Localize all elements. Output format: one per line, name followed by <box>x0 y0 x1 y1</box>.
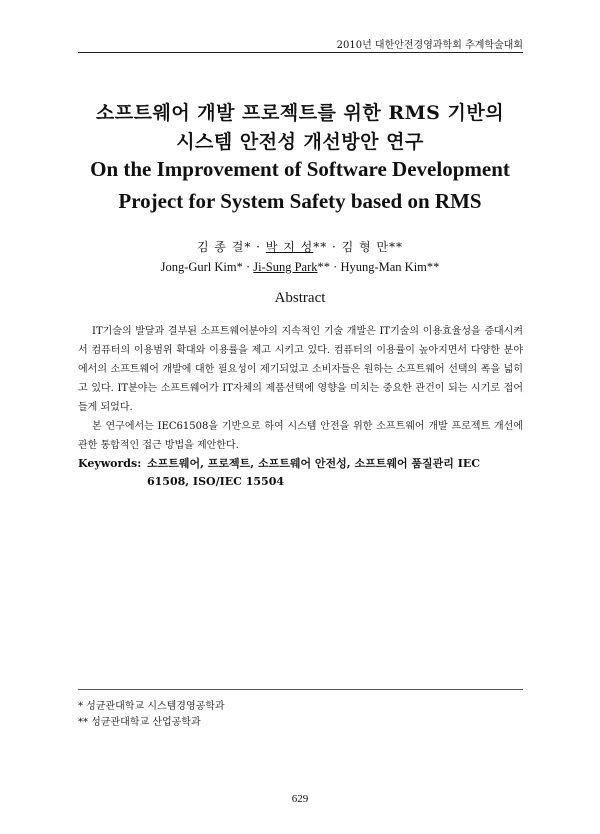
author-korean-underlined: 박 지 성 <box>265 240 314 254</box>
footnote-affiliation-2: ** 성균관대학교 산업공학과 <box>78 717 201 728</box>
authors-english <box>0 260 600 275</box>
abstract-paragraph-2: 본 연구에서는 IEC61508을 기반으로 하여 시스템 안전을 위한 소프트웨어 개발 프로젝트 개선에 관한 통합적인 접근 방법을 제안한다. <box>78 421 523 451</box>
korean-title-line-1: 소프트웨어 개발 프로젝트를 위한 RMS 기반의 <box>95 102 505 124</box>
korean-title-line-2: 시스템 안전성 개선방안 연구 <box>176 131 424 153</box>
header-divider <box>78 52 523 53</box>
author-korean-part-3: ** · 김 형 만** <box>313 240 404 254</box>
author-english-part-1: Jong-Gurl Kim* · <box>160 260 254 274</box>
keywords-label: Keywords: <box>78 457 142 470</box>
keywords-line-2: 61508, ISO/IEC 15504 <box>147 475 285 488</box>
conference-header: 2010년 대한안전경영과학회 추계학술대회 <box>336 40 523 51</box>
keywords-line-1: 소프트웨어, 프로젝트, 소프트웨어 안전성, 소프트웨어 품질관리 IEC <box>147 457 481 470</box>
abstract-heading: Abstract <box>274 290 326 306</box>
footnote-affiliation-1: * 성균관대학교 시스템경영공학과 <box>78 701 225 712</box>
english-title-line-1: On the Improvement of Software Development <box>90 157 510 181</box>
english-title-line-2: Project for System Safety based on RMS <box>118 189 482 213</box>
authors-korean <box>0 238 600 255</box>
author-english-part-3: ** · Hyung-Man Kim** <box>317 260 440 274</box>
abstract-paragraph-1: IT기술의 발달과 결부된 소프트웨어분야의 지속적인 기술 개발은 IT기술의 이용효율성을 증대시켜서 컴퓨터의 이용범위 확대와 이용률을 제고 시키고 있다. 컴퓨터의 이용률이 높아지면서 다양한 분야에서의 소프트웨어 개발에 대한 필요성이 제기되었고 소비자들은 원하는 소프트웨어 선택의 폭을 넓히고 있다. IT분야는 소프트웨어가 IT자체의 제품선택에 영향을 미치는 중요한 관건이 되는 시기로 접어들게 되었다. <box>78 326 523 413</box>
author-korean-part-1: 김 종 걸* · <box>196 240 266 254</box>
footnote-divider <box>78 689 523 690</box>
page-number: 629 <box>291 793 309 805</box>
abstract-body <box>78 322 523 455</box>
author-english-underlined: Ji-Sung Park <box>253 260 318 274</box>
keywords-block <box>78 455 523 491</box>
